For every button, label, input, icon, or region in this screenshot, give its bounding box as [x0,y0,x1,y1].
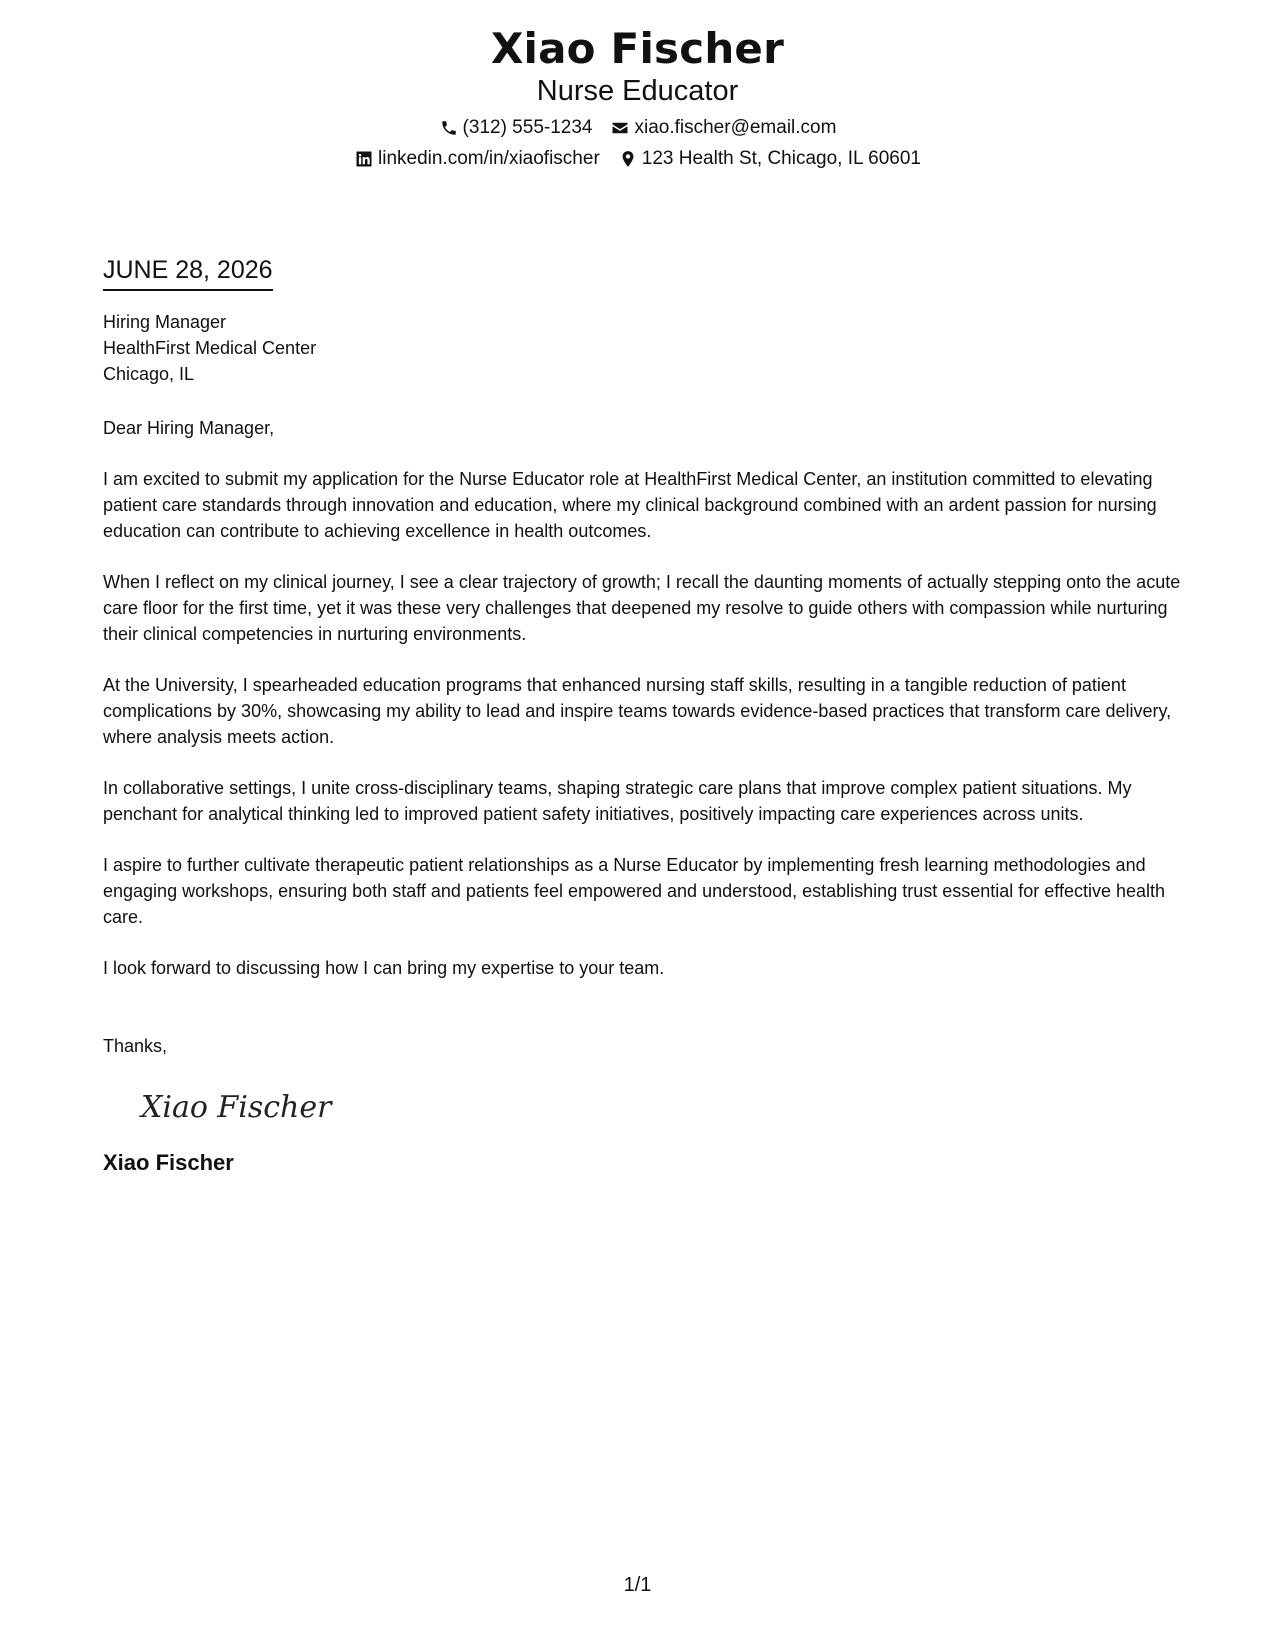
email-text: xiao.fischer@email.com [634,117,837,138]
paragraph-text: I aspire to further cultivate therapeutic patient relationships as a Nurse Educator by implementing fresh learning methodologies and engaging workshops, ensuring both staff and patients feel empowered and understood, establishing trust essential for effective health care. [103,855,1166,927]
linkedin-icon [354,149,374,169]
signature-glyphs: Xiao Fischer [141,1090,332,1125]
paragraph-text: I am excited to submit my application for the Nurse Educator role at HealthFirst Medical Center, an institution committed to elevating patient care standards through innovation and education, where my clinical background combined with an ardent passion for nursing education can contribute to achieving excellence in health outcomes. [103,469,1157,541]
contact-row-1 [0,116,1275,140]
address-text: 123 Health St, Chicago, IL 60601 [641,148,921,169]
linkedin-text: linkedin.com/in/xiaofischer [378,148,600,169]
handwritten-signature [137,1083,337,1131]
contact-email[interactable] [610,116,836,140]
paragraph-text: When I reflect on my clinical journey, I see a clear trajectory of growth; I recall the daunting moments of actually stepping onto the acute care floor for the first time, yet it was these very challenges that deepened my resolve to guide others with compassion while nurturing their clinical competencies in nurturing environments. [103,572,1181,644]
contact-address [618,147,921,171]
paragraph-text: In collaborative settings, I unite cross-disciplinary teams, shaping strategic care plans that improve complex patient situations. My penchant for analytical thinking led to improved patient safety initiatives, positively impacting care experiences across units. [103,778,1132,824]
map-pin-icon [618,149,638,169]
recipient-line: HealthFirst Medical Center [103,338,317,358]
body-paragraph [103,672,1183,750]
signed-name: Xiao Fischer [103,1150,234,1175]
letter-body [103,254,1183,1177]
signature-graphic [137,1083,337,1131]
signoff: Thanks, [103,1036,168,1056]
recipient-block [103,309,1183,387]
paragraph-text: At the University, I spearheaded education programs that enhanced nursing staff skills, resulting in a tangible reduction of patient complications by 30%, showcasing my ability to lead and inspire teams towards evidence-based practices that transform care delivery, where analysis meets action. [103,675,1172,747]
body-paragraph [103,775,1183,827]
salutation: Dear Hiring Manager, [103,418,275,438]
body-paragraph [103,569,1183,647]
body-paragraph [103,852,1183,930]
contact-linkedin[interactable] [354,147,600,171]
phone-icon [439,118,459,138]
contact-row-2 [0,147,1275,171]
applicant-name: Xiao Fischer [490,24,785,73]
closing-line: I look forward to discussing how I can bring my expertise to your team. [103,958,665,978]
body-paragraph [103,466,1183,544]
applicant-title: Nurse Educator [536,75,739,107]
phone-text: (312) 555-1234 [462,117,593,138]
recipient-line: Hiring Manager [103,312,227,332]
envelope-icon [610,118,630,138]
contact-phone[interactable] [439,116,593,140]
page-number: 1/1 [623,1574,652,1596]
letter-header [0,22,1275,171]
letter-date: JUNE 28, 2026 [103,254,273,291]
recipient-line: Chicago, IL [103,364,195,384]
